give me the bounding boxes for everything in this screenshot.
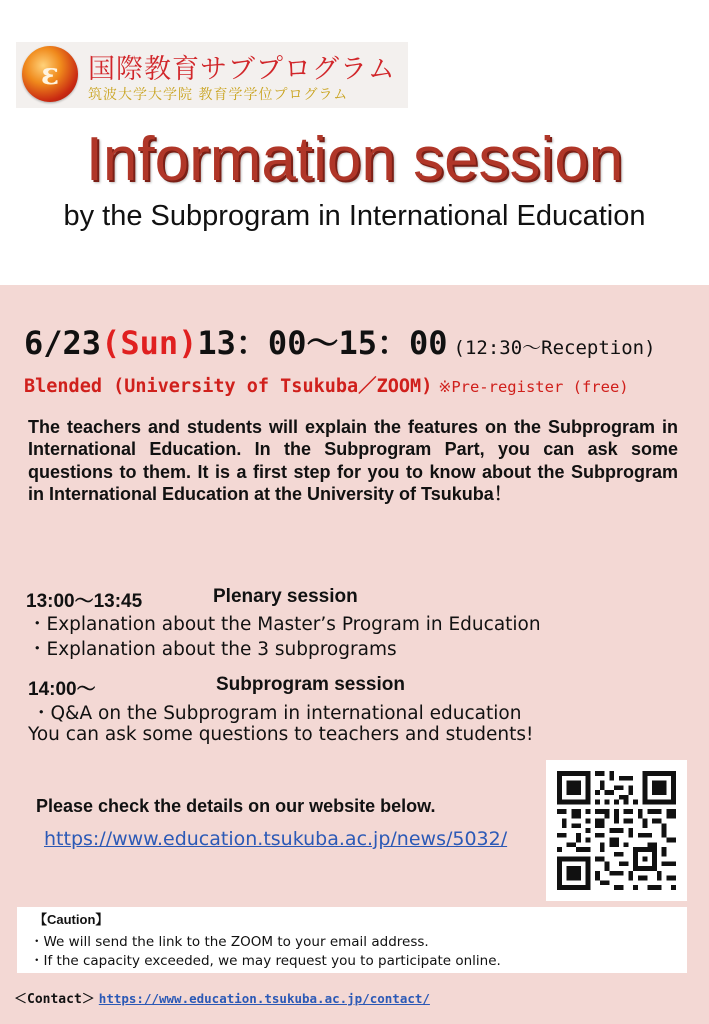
event-format-note: ※Pre-register (free) (438, 378, 629, 396)
logo-title: 国際教育サブプログラム (88, 54, 396, 85)
event-format: Blended (University of Tsukuba／ZOOM) (24, 376, 433, 397)
website-label: Please check the details on our website below. (36, 796, 436, 816)
contact-link[interactable]: https://www.education.tsukuba.ac.jp/contact/ (98, 991, 430, 1006)
event-date-line (24, 318, 656, 364)
event-time: 13：00〜15：00 (197, 324, 448, 362)
contact-line (14, 988, 430, 1007)
contact-label: ＜Contact＞ (14, 992, 95, 1007)
page-title: Information session (85, 125, 624, 194)
schedule-item: ・Explanation about the Master’s Program in Education (28, 614, 541, 635)
page-subtitle: by the Subprogram in International Education (63, 200, 646, 232)
schedule-session-name: Plenary session (213, 586, 358, 607)
schedule-time: 14:00〜 (28, 679, 96, 700)
schedule-item: You can ask some questions to teachers and students! (28, 724, 534, 745)
logo-subtitle: 筑波大学大学院 教育学学位プログラム (88, 87, 349, 103)
event-reception: (12:30〜Reception) (453, 337, 656, 359)
event-date: 6/23 (24, 324, 102, 362)
caution-item: ・If the capacity exceeded, we may request you to participate online. (30, 953, 501, 969)
event-day: (Sun) (101, 324, 198, 362)
caution-title: 【Caution】 (34, 912, 109, 927)
schedule-time: 13:00〜13:45 (26, 591, 143, 612)
website-link[interactable]: https://www.education.tsukuba.ac.jp/news/5032/ (44, 828, 508, 850)
emblem-glyph: ε (40, 56, 60, 92)
qr-code-icon[interactable] (557, 771, 676, 890)
schedule-item: ・Explanation about the 3 subprograms (28, 639, 397, 660)
schedule-session-name: Subprogram session (216, 674, 405, 695)
schedule-item: ・Q&A on the Subprogram in international education (32, 703, 522, 724)
caution-item: ・We will send the link to the ZOOM to your email address. (30, 934, 429, 950)
intro-paragraph: The teachers and students will explain the features on the Subprogram in International Education. In the Subprogram Part, you can ask some questions to them. It is a first step for you to know about the Subprogram in International Education at the University of Tsukuba！ (28, 417, 678, 504)
event-format-line (24, 372, 629, 398)
